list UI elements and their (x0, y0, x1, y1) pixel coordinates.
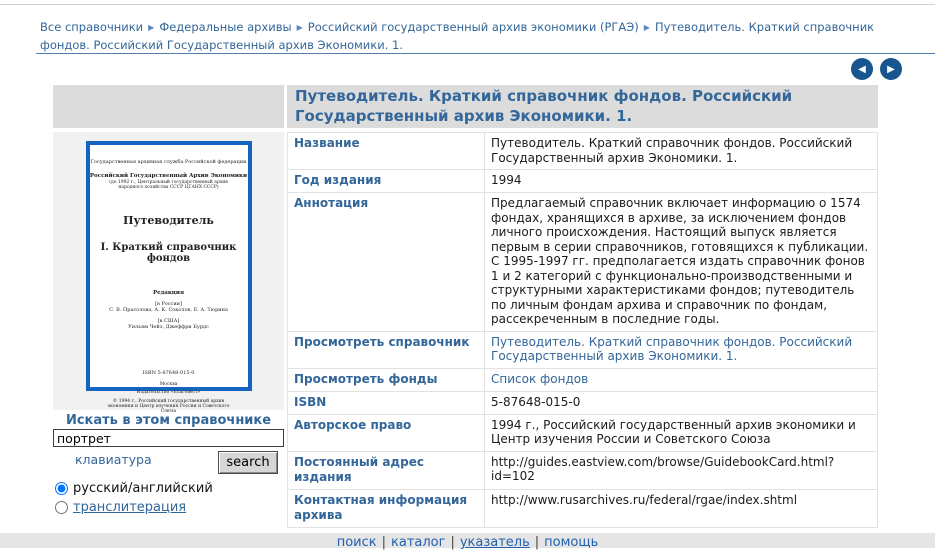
breadcrumb-arrow-icon: ▶ (296, 23, 303, 32)
row-value: 1994 (485, 170, 878, 193)
book-archive-sub: (до 1992 г., Центральный государственный архив народного хозяйства СССР ЦГАНХ СССР) (109, 180, 228, 190)
breadcrumb-divider (36, 53, 935, 54)
radio-row-transliteration (55, 499, 284, 516)
row-label: ISBN (288, 391, 485, 414)
table-row (288, 331, 878, 368)
search-panel (53, 413, 284, 516)
row-label: Авторское право (288, 414, 485, 451)
search-actions (53, 447, 284, 478)
table-row (288, 451, 878, 489)
breadcrumb-arrow-icon: ▶ (148, 23, 155, 32)
sidebar-header-band (53, 85, 284, 128)
top-divider (0, 4, 935, 5)
breadcrumb-item[interactable]: Российский государственный архив экономики (РГАЭ) (307, 20, 639, 34)
keyboard-link[interactable]: клавиатура (75, 452, 152, 467)
prev-arrow-icon: ◀ (858, 63, 866, 75)
book-city: Москва (159, 382, 178, 387)
row-label: Аннотация (288, 193, 485, 332)
footer-link-указатель[interactable]: указатель (459, 535, 530, 550)
row-value (485, 331, 878, 368)
breadcrumb-item[interactable]: Все справочники (40, 20, 144, 34)
row-value: http://www.rusarchives.ru/federal/rgae/index.shtml (485, 489, 878, 527)
footer-link-помощь[interactable]: помощь (544, 535, 599, 550)
pager-next-button[interactable] (880, 58, 902, 80)
row-label: Постоянный адрес издания (288, 451, 485, 489)
book-editors-heading: Редакция (152, 290, 185, 296)
breadcrumb-arrow-icon: ▶ (643, 23, 650, 32)
breadcrumb (40, 19, 918, 54)
radio-row-russian-english (55, 480, 284, 497)
table-row (288, 193, 878, 332)
footer-link-поиск[interactable]: поиск (336, 535, 377, 550)
radio-russian-english-label: русский/английский (73, 481, 213, 496)
book-editors-us-label: [в США] (157, 318, 180, 324)
book-archive-name: Российский Государственный Архив Экономики (89, 173, 248, 179)
pager (851, 58, 902, 80)
footer-separator: | (450, 535, 455, 550)
row-label: Контактная информация архива (288, 489, 485, 527)
row-value-link[interactable]: Список фондов (491, 371, 589, 386)
table-row (288, 170, 878, 193)
info-table-body (288, 133, 878, 528)
book-agency: Государственная архивная служба Российской федерации (90, 159, 247, 165)
book-editors-us: Уильям Чейз, Джеффри Бурдс (128, 324, 209, 330)
table-row (288, 414, 878, 451)
row-label: Название (288, 133, 485, 170)
row-label: Просмотреть справочник (288, 331, 485, 368)
table-row (288, 489, 878, 527)
row-value (485, 368, 878, 391)
row-label: Год издания (288, 170, 485, 193)
info-table (287, 132, 878, 528)
breadcrumb-item[interactable]: Федеральные архивы (159, 20, 292, 34)
row-label: Просмотреть фонды (288, 368, 485, 391)
row-value: 5-87648-015-0 (485, 391, 878, 414)
footer-separator: | (381, 535, 386, 550)
next-arrow-icon: ▶ (887, 63, 895, 75)
book-cover-panel (53, 132, 284, 414)
book-editors-ru-label: [в России] (155, 301, 182, 307)
table-row (288, 368, 878, 391)
row-value: 1994 г., Российский государственный архив экономики и Центр изучения России и Советского Союза (485, 414, 878, 451)
book-cover-image (86, 141, 252, 414)
row-value: http://guides.eastview.com/browse/GuidebookCard.html?id=102 (485, 451, 878, 489)
row-value: Путеводитель. Краткий справочник фондов. Российский Государственный архив Экономики. 1. (485, 133, 878, 170)
footer-links (0, 535, 935, 550)
book-publisher: Издательство «Благовест» (136, 390, 201, 395)
book-copyright: © 1994 г., Российский государственный архив экономики и Центр изучения России и Советского Союза (107, 399, 230, 414)
table-row (288, 133, 878, 170)
radio-transliteration[interactable] (55, 501, 68, 514)
page-title: Путеводитель. Краткий справочник фондов. Российский Государственный архив Экономики. 1. (287, 85, 878, 128)
row-value-link[interactable]: Путеводитель. Краткий справочник фондов. Российский Государственный архив Экономики. 1. (491, 334, 853, 363)
book-title: Путеводитель (123, 214, 214, 227)
breadcrumb-item: Путеводитель. Краткий справочник фондов. Российский Государственный архив Экономики. 1. (40, 20, 875, 52)
pager-prev-button[interactable] (851, 58, 873, 80)
row-value: Предлагаемый справочник включает информацию о 1574 фондах, хранящихся в архиве, за исключением фондов личного происхождения. Настоящий выпуск является первым в серии справочников, готовящихся к публикации. С 1995-1997 гг. предполагается издать справочник фонов 1 и 2 категорий с функционально-производственными и структурными характеристиками фондов; путеводитель по личным фондам архива и справочник по фондам, рассекреченным в последние годы. (485, 193, 878, 332)
footer-separator: | (534, 535, 540, 550)
book-editors-ru: С. В. Прасолова, А. К. Соколов, Е. А. Тюрина (109, 307, 228, 313)
footer-link-каталог[interactable]: каталог (391, 535, 446, 550)
radio-transliteration-label[interactable]: транслитерация (73, 500, 187, 515)
search-button[interactable]: search (218, 451, 278, 474)
search-heading: Искать в этом справочнике (65, 413, 272, 428)
radio-russian-english[interactable] (55, 482, 68, 495)
search-input[interactable] (53, 429, 284, 447)
book-subtitle: I. Краткий справочник фондов (100, 242, 237, 264)
table-row (288, 391, 878, 414)
book-isbn: ISBN 5-87648-015-0 (142, 370, 195, 376)
